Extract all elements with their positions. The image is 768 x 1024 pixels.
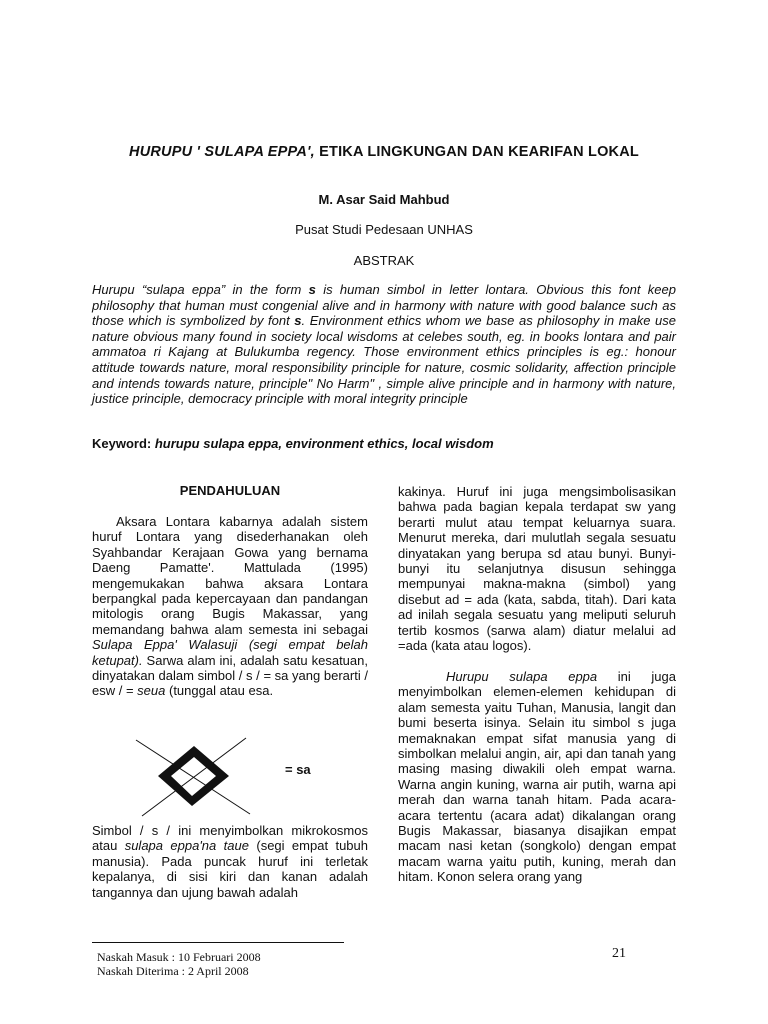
left-column-paragraph-2: Simbol / s / ini menyimbolkan mikrokosmos atau sulapa eppa'na taue (segi empat tubuh manusia). Pada puncak huruf ini terletak kepalanya, di sisi kiri dan kanan adalah tangannya dan ujung bawah adalah — [92, 823, 368, 900]
footnote-accepted: Naskah Diterima : 2 April 2008 — [97, 964, 249, 978]
page-number: 21 — [612, 946, 626, 961]
paper-title — [0, 144, 768, 160]
author-name: M. Asar Said Mahbud — [318, 192, 450, 207]
lontara-s-glyph: s — [294, 313, 302, 329]
abstract-heading: ABSTRAK — [353, 253, 415, 268]
left-column-paragraph-1: Aksara Lontara kabarnya adalah sistem huruf Lontara yang disederhanakan oleh Syahbandar Kerajaan Gowa yang bernama Daeng Pamatte'. Mattulada (1995) mengemukakan bahwa aksara Lontara berpangkal pada kepercayaan dan pandangan mitologis orang Bugis Makassar, yang memandang bahwa alam semesta ini sebagai Sulapa Eppa' Walasuji (segi empat belah ketupat). Sarwa alam ini, adalah satu kesatuan, dinyatakan dalam simbol / s / = sa yang berarti / esw / = seua (tunggal atau esa. — [92, 514, 368, 699]
keywords-label: Keyword: — [92, 436, 152, 451]
sulapa-eppa-symbol — [128, 734, 258, 818]
footnote-divider — [92, 942, 344, 943]
paper-title-rest: ETIKA LINGKUNGAN DAN KEARIFAN LOKAL — [319, 144, 639, 160]
right-column-paragraph-1: kakinya. Huruf ini juga mengsimbolisasikan bahwa pada bagian kepala terdapat sw yang berarti mulut atau tempat keluarnya suara. Menurut mereka, dari mulutlah segala sesuatu dinyatakan yang berupa sd atau bunyi. Bunyi-bunyi itu selanjutnya disusun sehingga mempunyai makna-makna (simbol) yang disebut ad = ada (kata, sabda, titah). Dari kata ad inilah segala sesuatu yang meliputi seluruh tertib kosmos (sarwa alam) diatur melalui ad =ada (kata atau logos). — [398, 484, 676, 654]
section-heading: PENDAHULUAN — [179, 483, 281, 498]
lontara-s-glyph: s — [308, 282, 316, 297]
paper-title-italic: HURUPU ' SULAPA EPPA', — [129, 144, 315, 160]
author-affiliation: Pusat Studi Pedesaan UNHAS — [295, 222, 473, 237]
abstract-text: Hurupu “sulapa eppa” in the form s is human simbol in letter lontara. Obvious this font keep philosophy that human must congenial alive and in harmony with nature with good balance such as those which is symbolized by font s. Environment ethics whom we base as philosophy in make use nature obvious many found in society local wisdoms at celebes south, eg. in books lontara and pair ammatoa ri Kajang at Bulukumba regency. Those environment ethics principles is eg.: honour attitude towards nature, moral responsibility principle for nature, cosmic solidarity, affection principle and intends towards nature, principle" No Harm" , simple alive principle and in harmony with nature, justice principle, democracy principle with moral integrity principle — [92, 282, 676, 407]
keywords — [92, 436, 692, 451]
keywords-value: hurupu sulapa eppa, environment ethics, local wisdom — [154, 436, 494, 451]
footnote-received: Naskah Masuk : 10 Februari 2008 — [97, 950, 261, 964]
right-column-paragraph-2: Hurupu sulapa eppa ini juga menyimbolkan elemen-elemen kehidupan di alam semesta yaitu Tuhan, Manusia, langit dan bumi beserta isinya. Selain itu simbol s juga memaknakan empat sifat manusia yang di simbolkan melalui angin, air, api dan tanah yang masing masing diwakili oleh empat warna. Warna angin kuning, warna air putih, warna api merah dan warna tanah hitam. Pada acara-acara tertentu (acara adat) dikalangan orang Bugis Makassar, biasanya disajikan empat macam nasi ketan (songkolo) dengan empat macam warna yaitu putih, kuning, merah dan hitam. Konon selera orang yang — [398, 669, 676, 885]
symbol-label: = sa — [285, 762, 311, 777]
